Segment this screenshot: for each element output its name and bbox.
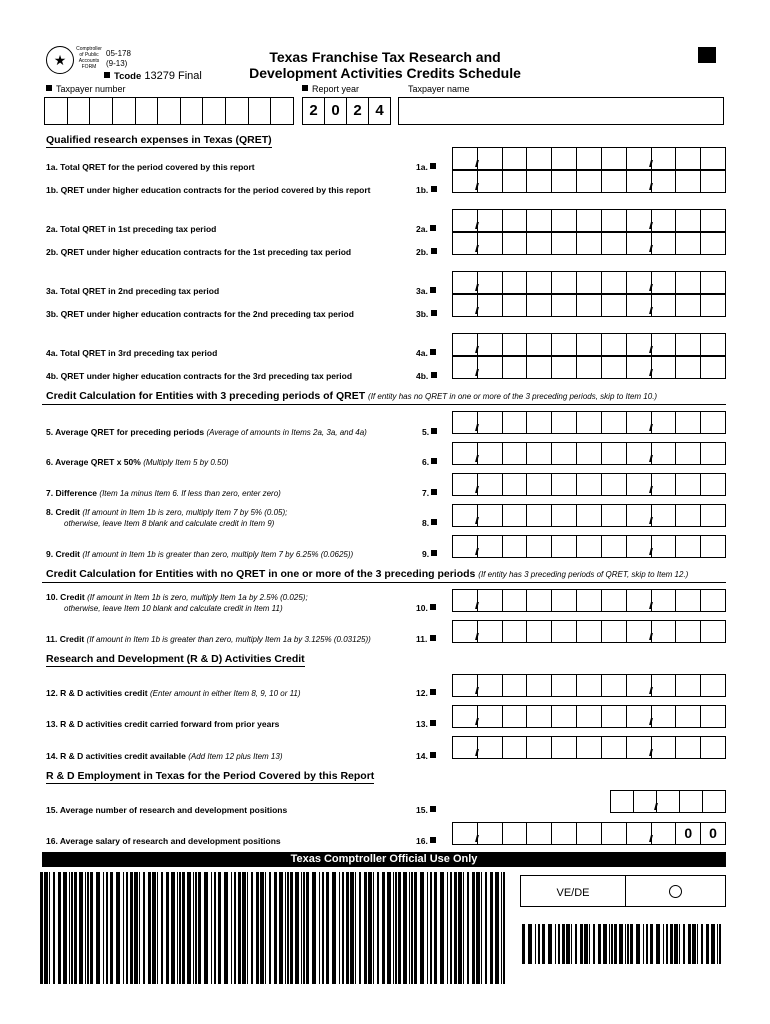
item-2b-amount-field[interactable] bbox=[452, 232, 726, 255]
section-rd-employment: R & D Employment in Texas for the Period Covered by this Report bbox=[46, 770, 375, 782]
form-number: 05-178 bbox=[106, 49, 131, 58]
taxpayer-name-label: Taxpayer name bbox=[408, 84, 470, 94]
item-1b-label: 1b. QRET under higher education contracts for the period covered by this report bbox=[46, 185, 371, 195]
item-15-label: 15. Average number of research and development positions bbox=[46, 805, 288, 815]
item-16-number: 16. bbox=[416, 836, 440, 846]
title-line-1: Texas Franchise Tax Research and bbox=[269, 49, 501, 65]
item-11-label: 11. Credit (If amount in Item 1b is greater than zero, multiply Item 1a by 3.125% (0.03125)) bbox=[46, 634, 371, 644]
tcode-label: Tcode bbox=[114, 71, 142, 82]
taxpayer-number-label: Taxpayer number bbox=[46, 84, 126, 94]
item-3b-amount-field[interactable] bbox=[452, 294, 726, 317]
square-bullet-icon bbox=[46, 85, 52, 91]
item-14-number: 14. bbox=[416, 751, 440, 761]
item-3a-amount-field[interactable] bbox=[452, 271, 726, 294]
item-14-amount-field[interactable] bbox=[452, 736, 726, 759]
form-number-block bbox=[106, 49, 131, 69]
item-8-label: 8. Credit (If amount in Item 1b is zero, multiply Item 7 by 5% (0.05); otherwise, leave Item 8 blank and calculate credit in Item 9) bbox=[46, 507, 288, 528]
form-title bbox=[228, 49, 542, 81]
item-1a-label: 1a. Total QRET for the period covered by this report bbox=[46, 162, 255, 172]
item-12-number: 12. bbox=[416, 688, 440, 698]
item-9-amount-field[interactable] bbox=[452, 535, 726, 558]
item-5-amount-field[interactable] bbox=[452, 411, 726, 434]
divider bbox=[42, 582, 726, 583]
linear-barcode-icon bbox=[522, 924, 724, 964]
vede-label: VE/DE bbox=[521, 876, 626, 906]
item-2b-number: 2b. bbox=[416, 247, 441, 257]
item-2a-number: 2a. bbox=[416, 224, 440, 234]
item-4b-amount-field[interactable] bbox=[452, 356, 726, 379]
item-4a-label: 4a. Total QRET in 3rd preceding tax period bbox=[46, 348, 218, 358]
item-14-label: 14. R & D activities credit available (Add Item 12 plus Item 13) bbox=[46, 751, 283, 761]
item-3a-label: 3a. Total QRET in 2nd preceding tax period bbox=[46, 286, 220, 296]
item-1b-amount-field[interactable] bbox=[452, 170, 726, 193]
item-2b-label: 2b. QRET under higher education contracts for the 1st preceding tax period bbox=[46, 247, 352, 257]
official-use-banner: Texas Comptroller Official Use Only bbox=[42, 852, 726, 867]
item-13-number: 13. bbox=[416, 719, 440, 729]
square-bullet-icon bbox=[302, 85, 308, 91]
item-5-label: 5. Average QRET for preceding periods (Average of amounts in Items 2a, 3a, and 4a) bbox=[46, 427, 367, 437]
item-10-label: 10. Credit (If amount in Item 1b is zero, multiply Item 1a by 2.5% (0.025); otherwise, leave Item 10 blank and calculate credit in Item 11) bbox=[46, 592, 308, 613]
item-1b-number: 1b. bbox=[416, 185, 441, 195]
section-credit-3-periods: Credit Calculation for Entities with 3 preceding periods of QRET (If entity has no QRET in one or more of the 3 preceding periods, skip to Item 10.) bbox=[46, 390, 658, 402]
report-year-field: 2 0 2 4 bbox=[302, 97, 391, 125]
section-qret: Qualified research expenses in Texas (QRET) bbox=[46, 134, 272, 146]
item-5-number: 5. bbox=[422, 427, 441, 437]
item-7-amount-field[interactable] bbox=[452, 473, 726, 496]
taxpayer-name-field[interactable] bbox=[398, 97, 724, 125]
item-4b-label: 4b. QRET under higher education contracts for the 3rd preceding tax period bbox=[46, 371, 353, 381]
item-1a-number: 1a. bbox=[416, 162, 440, 172]
item-15-number: 15. bbox=[416, 805, 440, 815]
divider bbox=[42, 404, 726, 405]
agency-name: Comptroller of Public Accounts FORM bbox=[76, 46, 102, 70]
item-11-number: 11. bbox=[416, 634, 440, 644]
item-13-label: 13. R & D activities credit carried forward from prior years bbox=[46, 719, 280, 729]
item-3b-number: 3b. bbox=[416, 309, 441, 319]
item-9-number: 9. bbox=[422, 549, 441, 559]
item-7-label: 7. Difference (Item 1a minus Item 6. If less than zero, enter zero) bbox=[46, 488, 281, 498]
item-6-number: 6. bbox=[422, 457, 441, 467]
section-rd-credit: Research and Development (R & D) Activities Credit bbox=[46, 653, 305, 665]
corner-marker bbox=[698, 47, 716, 63]
item-12-label: 12. R & D activities credit (Enter amount in either Item 8, 9, 10 or 11) bbox=[46, 688, 301, 698]
item-8-amount-field[interactable] bbox=[452, 504, 726, 527]
tcode-line bbox=[104, 70, 202, 82]
comptroller-seal-icon: ★ bbox=[46, 46, 74, 74]
title-line-2: Development Activities Credits Schedule bbox=[249, 65, 521, 81]
item-6-label: 6. Average QRET x 50% (Multiply Item 5 by 0.50) bbox=[46, 457, 229, 467]
item-9-label: 9. Credit (If amount in Item 1b is greater than zero, multiply Item 7 by 6.25% (0.0625)) bbox=[46, 549, 354, 559]
tcode-status: Final bbox=[178, 70, 202, 82]
item-16-amount-field[interactable]: 0 0 bbox=[452, 822, 726, 845]
item-2a-amount-field[interactable] bbox=[452, 209, 726, 232]
item-12-amount-field[interactable] bbox=[452, 674, 726, 697]
item-4a-amount-field[interactable] bbox=[452, 333, 726, 356]
form-date: (9-13) bbox=[106, 59, 128, 68]
item-15-amount-field[interactable] bbox=[610, 790, 726, 813]
item-3b-label: 3b. QRET under higher education contracts for the 2nd preceding tax period bbox=[46, 309, 354, 319]
circle-marker-icon[interactable] bbox=[669, 885, 682, 898]
item-4a-number: 4a. bbox=[416, 348, 440, 358]
barcode-icon bbox=[40, 872, 510, 984]
item-4b-number: 4b. bbox=[416, 371, 441, 381]
item-11-amount-field[interactable] bbox=[452, 620, 726, 643]
item-7-number: 7. bbox=[422, 488, 441, 498]
taxpayer-number-field[interactable] bbox=[44, 97, 294, 125]
item-6-amount-field[interactable] bbox=[452, 442, 726, 465]
tcode-value: 13279 bbox=[144, 70, 175, 82]
item-2a-label: 2a. Total QRET in 1st preceding tax period bbox=[46, 224, 217, 234]
item-8-number: 8. bbox=[422, 518, 441, 528]
item-16-label: 16. Average salary of research and development positions bbox=[46, 836, 281, 846]
square-bullet-icon bbox=[104, 72, 110, 78]
item-10-number: 10. bbox=[416, 603, 440, 613]
item-3a-number: 3a. bbox=[416, 286, 440, 296]
item-13-amount-field[interactable] bbox=[452, 705, 726, 728]
vede-box bbox=[520, 875, 726, 907]
item-1a-amount-field[interactable] bbox=[452, 147, 726, 170]
section-credit-no-qret: Credit Calculation for Entities with no QRET in one or more of the 3 preceding periods (If entity has 3 preceding periods of QRET, skip to Item 12.) bbox=[46, 568, 689, 580]
report-year-label: Report year bbox=[302, 84, 359, 94]
item-10-amount-field[interactable] bbox=[452, 589, 726, 612]
